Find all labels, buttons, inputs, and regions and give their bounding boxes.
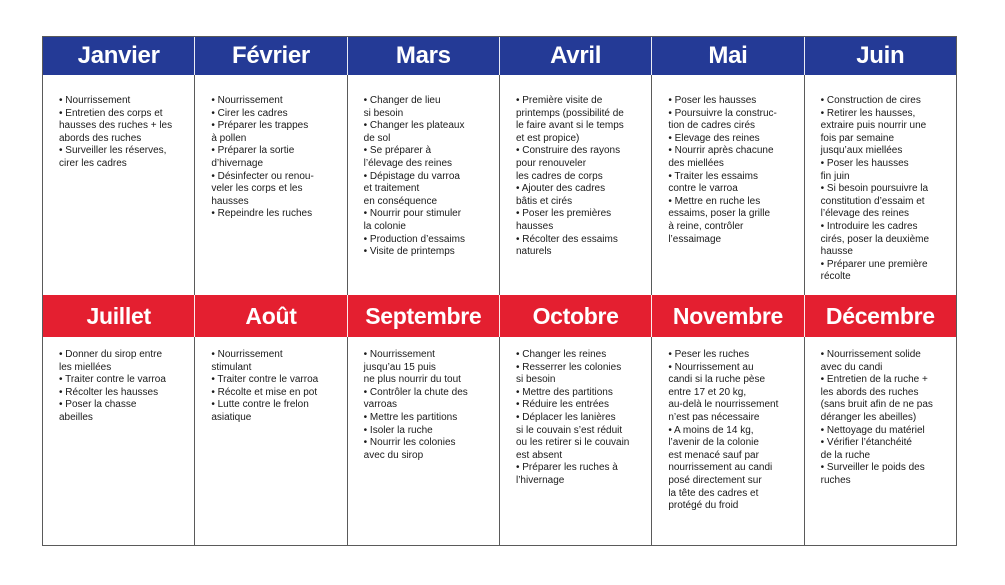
task-item: • Surveiller le poids des ruches xyxy=(820,462,925,486)
task-item: • Poser les hausses xyxy=(668,95,757,106)
month-header-row-top xyxy=(43,37,956,75)
task-item: • Changer de lieu si besoin xyxy=(363,95,441,119)
task-item: • Cirer les cadres xyxy=(211,107,288,119)
task-item: • Nourrissement jusqu’au 15 puis ne plus nourrir du tout xyxy=(363,349,461,386)
month-header-decembre: Décembre xyxy=(825,303,935,329)
task-item: • Visite de printemps xyxy=(363,246,455,258)
task-item: • Traiter les essaims contre le varroa xyxy=(668,170,758,195)
task-item: • Vérifier l’étanchéité de la ruche xyxy=(820,437,912,461)
task-item: • Entretien des corps et hausses des ruches + les abords des ruches xyxy=(59,107,173,144)
month-header-fevrier: Février xyxy=(195,37,347,75)
task-item: • Préparer les trappes à pollen xyxy=(211,120,309,144)
month-header-mai: Mai xyxy=(652,37,804,75)
month-header-aout: Août xyxy=(195,295,347,337)
tasks-row-bottom xyxy=(43,337,956,545)
task-item: • Nettoyage du matériel xyxy=(820,424,925,436)
month-header-avril: Avril xyxy=(500,37,652,75)
task-item: • Réduire les entrées xyxy=(515,399,609,411)
calendar-bottom-half xyxy=(43,295,956,545)
task-item: • Poser les hausses fin juin xyxy=(820,157,909,182)
month-header-novembre: Novembre xyxy=(652,295,804,337)
task-item: • Récolter des essaims naturels xyxy=(515,233,618,258)
task-item: • Nourrir après chacune des miellées xyxy=(668,145,774,169)
calendar-top-half xyxy=(43,37,956,295)
task-item: • Nourrir pour stimuler la colonie xyxy=(363,208,462,232)
task-item: • Changer les reines xyxy=(515,349,607,360)
task-item: • Nourrir les colonies avec du sirop xyxy=(363,437,456,461)
task-item: • Peser les ruches xyxy=(668,349,750,360)
month-header-janvier: Janvier xyxy=(43,37,195,75)
month-header-juin: Juin xyxy=(856,42,905,69)
tasks-cell-octobre xyxy=(500,337,652,545)
month-header-row-bottom xyxy=(43,295,956,337)
task-item: • Nourrissement xyxy=(59,95,131,106)
tasks-row-top xyxy=(43,75,956,295)
task-item: • Se préparer à l’élevage des reines xyxy=(363,145,453,169)
tasks-cell-fevrier xyxy=(195,75,347,295)
tasks-cell-novembre xyxy=(652,337,804,545)
task-item: • Surveiller les réserves, cirer les cadres xyxy=(59,145,167,169)
month-header-mars: Mars xyxy=(348,37,500,75)
tasks-cell-mars xyxy=(348,75,500,295)
tasks-cell-avril xyxy=(500,75,652,295)
task-item: • Désinfecter ou renou- veler les corps et les hausses xyxy=(211,170,314,207)
task-item: • Resserrer les colonies si besoin xyxy=(515,361,622,386)
tasks-cell-juin xyxy=(805,75,956,295)
task-item: • Si besoin poursuivre la constitution d’essaim et l’élevage des reines xyxy=(820,183,929,220)
task-item: • Repeindre les ruches xyxy=(211,208,313,220)
tasks-cell-septembre xyxy=(348,337,500,545)
task-item: • Contrôler la chute des varroas xyxy=(363,386,468,411)
task-item: • Nourrissement xyxy=(211,95,283,106)
task-item: • Construire des rayons pour renouveler les cadres de corps xyxy=(515,145,621,182)
task-item: • Mettre en ruche les essaims, poser la grille à reine, contrôler l’essaimage xyxy=(668,195,771,245)
task-item: • Déplacer les lanières si le couvain s’est réduit ou les retirer si le couvain est absent xyxy=(515,411,630,461)
task-item: • Poursuivre la construc- tion de cadres cirés xyxy=(668,107,777,132)
task-item: • Préparer une première récolte xyxy=(820,258,928,283)
task-item: • Nourrissement au candi si la ruche pèse entre 17 et 20 kg, au-delà le nourrissement n’est pas nécessaire xyxy=(668,361,779,423)
task-item: • Lutte contre le frelon asiatique xyxy=(211,399,309,423)
tasks-cell-aout xyxy=(195,337,347,545)
task-item: • Traiter contre le varroa xyxy=(59,374,166,386)
task-item: • Dépistage du varroa et traitement en conséquence xyxy=(363,170,460,207)
tasks-cell-juillet xyxy=(43,337,195,545)
task-item: • Construction de cires xyxy=(820,95,921,106)
task-item: • Nourrissement solide avec du candi xyxy=(820,349,921,373)
beekeeping-calendar xyxy=(42,36,957,546)
tasks-cell-janvier xyxy=(43,75,195,295)
task-item: • Nourrissement stimulant xyxy=(211,349,283,373)
tasks-cell-decembre xyxy=(805,337,956,545)
task-item: • Donner du sirop entre les miellées xyxy=(59,349,163,373)
task-item: • A moins de 14 kg, l’avenir de la colonie est menacé sauf par nourrissement au candi posé directement sur la tête des cadres et protégé du froid xyxy=(668,424,773,512)
tasks-cell-mai xyxy=(652,75,804,295)
month-header-septembre: Septembre xyxy=(348,295,500,337)
task-item: • Première visite de printemps (possibilité de le faire avant si le temps et est propice) xyxy=(515,95,624,144)
month-header-juillet: Juillet xyxy=(43,295,195,337)
task-item: • Production d’essaims xyxy=(363,233,465,245)
task-item: • Introduire les cadres cirés, poser la deuxième hausse xyxy=(820,220,930,258)
task-item: • Entretien de la ruche + les abords des ruches (sans bruit afin de ne pas déranger les abeilles) xyxy=(820,374,933,423)
task-item: • Isoler la ruche xyxy=(363,424,433,436)
task-item: • Elevage des reines xyxy=(668,132,760,144)
task-item: • Ajouter des cadres bâtis et cirés xyxy=(515,183,606,207)
task-item: • Poser la chasse abeilles xyxy=(59,399,137,423)
task-item: • Mettre les partitions xyxy=(363,411,458,423)
task-item: • Mettre des partitions xyxy=(515,386,613,398)
task-item: • Récolte et mise en pot xyxy=(211,386,318,398)
task-item: • Poser les premières hausses xyxy=(515,208,612,232)
task-item: • Récolter les hausses xyxy=(59,386,159,398)
task-item: • Préparer les ruches à l’hivernage xyxy=(515,462,618,486)
task-item: • Retirer les hausses, extraire puis nourrir une fois par semaine jusqu’aux miellées xyxy=(820,107,927,157)
task-item: • Préparer la sortie d’hivernage xyxy=(211,145,295,169)
task-item: • Traiter contre le varroa xyxy=(211,374,319,386)
month-header-octobre: Octobre xyxy=(500,295,652,337)
task-item: • Changer les plateaux de sol xyxy=(363,120,465,144)
